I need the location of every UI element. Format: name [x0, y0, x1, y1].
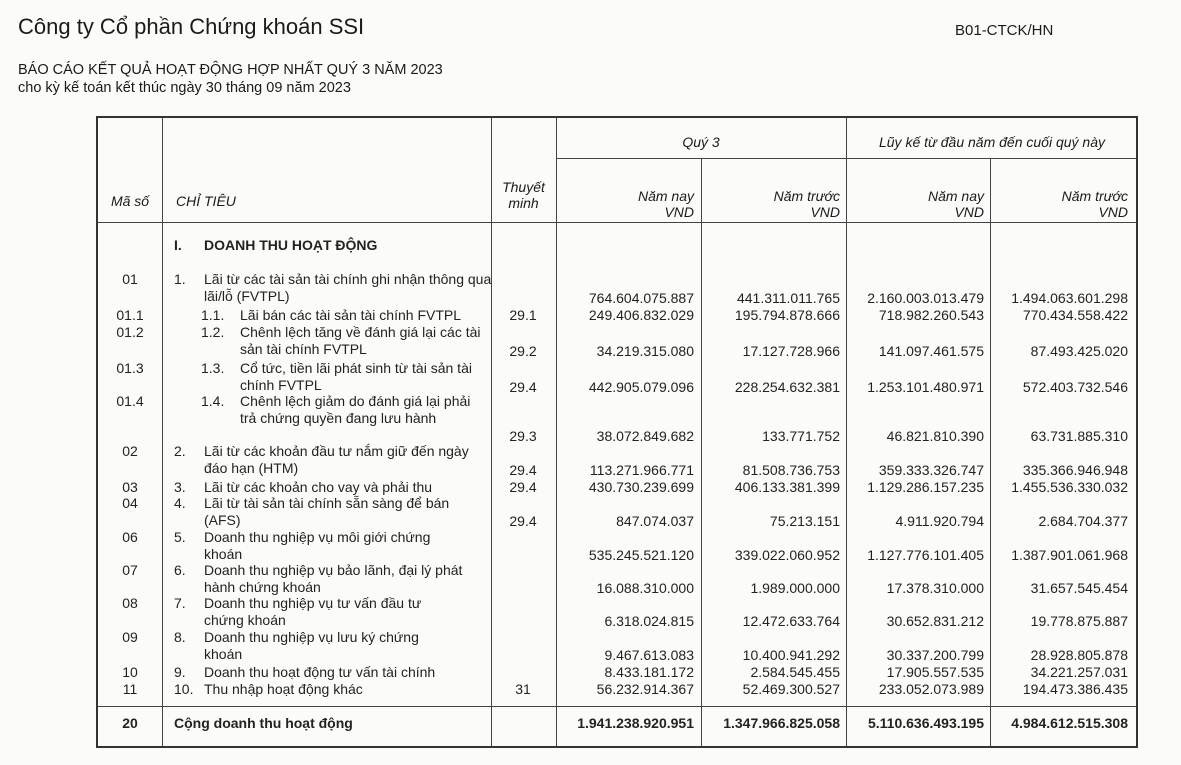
row-code: 06 [122, 529, 138, 545]
value-ytd-prev-year: 194.473.386.435 [1022, 681, 1128, 697]
value-ytd-this-year: 1.253.101.480.971 [867, 379, 984, 395]
value-ytd-prev-year: 34.221.257.031 [1030, 664, 1128, 680]
value-ytd-this-year: 718.982.260.543 [878, 307, 984, 323]
row-note: 31 [515, 681, 531, 697]
value-q3-this-year: 9.467.613.083 [604, 647, 694, 663]
value-q3-this-year: 442.905.079.096 [588, 379, 694, 395]
col-header-nam-nay: Năm nay [927, 188, 984, 204]
row-number: 8. [174, 629, 186, 645]
value-q3-this-year: 8.433.181.172 [604, 664, 694, 680]
row-label: Chênh lệch giảm do đánh giá lại phải trả chứng quyền đang lưu hành [240, 393, 471, 426]
row-note: 29.4 [509, 462, 537, 478]
value-q3-prev-year: 2.584.545.455 [750, 664, 840, 680]
row-number: 7. [174, 595, 186, 611]
value-q3-this-year: 34.219.315.080 [596, 343, 694, 359]
col-header-unit: VND [1098, 204, 1128, 220]
total-q3-this-year: 1.941.238.920.951 [577, 715, 694, 731]
value-ytd-this-year: 30.652.831.212 [886, 613, 984, 629]
value-q3-prev-year: 406.133.381.399 [734, 479, 840, 495]
row-number: 1.1. [201, 307, 225, 323]
income-statement-table [96, 116, 1138, 748]
value-q3-this-year: 847.074.037 [616, 513, 694, 529]
value-ytd-this-year: 17.378.310.000 [886, 580, 984, 596]
value-ytd-this-year: 30.337.200.799 [886, 647, 984, 663]
row-label: Lãi từ tài sản tài chính sẵn sàng để bán (AFS) [204, 495, 450, 528]
value-ytd-prev-year: 28.928.805.878 [1030, 647, 1128, 663]
value-q3-this-year: 764.604.075.887 [588, 290, 694, 306]
row-code: 04 [122, 495, 138, 511]
row-code: 01.3 [116, 360, 144, 376]
value-ytd-prev-year: 2.684.704.377 [1038, 513, 1128, 529]
value-q3-this-year: 38.072.849.682 [596, 428, 694, 444]
value-q3-prev-year: 52.469.300.527 [742, 681, 840, 697]
row-label: Lãi từ các tài sản tài chính ghi nhận thông qua lãi/lỗ (FVTPL) [204, 271, 492, 304]
col-header-nam-nay: Năm nay [637, 188, 694, 204]
row-number: 2. [174, 443, 186, 459]
row-label: Doanh thu nghiệp vụ bảo lãnh, đại lý phát hành chứng khoán [204, 562, 463, 595]
value-ytd-prev-year: 1.455.536.330.032 [1011, 479, 1128, 495]
value-ytd-prev-year: 1.494.063.601.298 [1011, 290, 1128, 306]
value-ytd-this-year: 17.905.557.535 [886, 664, 984, 680]
report-title: BÁO CÁO KẾT QUẢ HOẠT ĐỘNG HỢP NHẤT QUÝ 3 NĂM 2023 [18, 62, 443, 78]
row-note: 29.3 [509, 428, 537, 444]
row-code: 01.4 [116, 393, 144, 409]
row-number: 4. [174, 495, 186, 511]
value-q3-this-year: 249.406.832.029 [588, 307, 694, 323]
row-note: 29.4 [509, 513, 537, 529]
value-ytd-this-year: 2.160.003.013.479 [867, 290, 984, 306]
value-q3-prev-year: 228.254.632.381 [734, 379, 840, 395]
row-code: 09 [122, 629, 138, 645]
col-header-chi-tieu: CHỈ TIÊU [176, 193, 236, 209]
row-note: 29.1 [509, 307, 537, 323]
total-q3-prev-year: 1.347.966.825.058 [723, 715, 840, 731]
col-header-nam-truoc: Năm trước [1061, 188, 1128, 204]
row-code: 11 [122, 681, 138, 697]
value-q3-prev-year: 339.022.060.952 [734, 547, 840, 563]
row-code: 01 [122, 271, 138, 287]
col-divider [556, 118, 557, 746]
row-code: 08 [122, 595, 138, 611]
col-header-unit: VND [954, 204, 984, 220]
value-ytd-prev-year: 770.434.558.422 [1022, 307, 1128, 323]
col-header-luy-ke: Lũy kế từ đầu năm đến cuối quý này [878, 134, 1106, 150]
total-top-line [98, 706, 1136, 707]
value-q3-prev-year: 1.989.000.000 [750, 580, 840, 596]
value-ytd-this-year: 359.333.326.747 [878, 462, 984, 478]
col-header-unit: VND [810, 204, 840, 220]
row-label: Doanh thu nghiệp vụ môi giới chứng khoán [204, 529, 431, 562]
row-number: 3. [174, 479, 186, 495]
row-note: 29.4 [509, 379, 537, 395]
value-q3-this-year: 113.271.966.771 [589, 462, 694, 478]
value-q3-this-year: 430.730.239.699 [588, 479, 694, 495]
value-ytd-this-year: 4.911.920.794 [895, 513, 984, 529]
row-label: Lãi từ các khoản đầu tư nắm giữ đến ngày đáo hạn (HTM) [204, 443, 469, 476]
row-code: 01.2 [116, 324, 144, 340]
value-ytd-prev-year: 572.403.732.546 [1022, 379, 1128, 395]
value-q3-prev-year: 133.771.752 [762, 428, 840, 444]
row-number: 1.2. [201, 324, 225, 340]
total-ytd-this-year: 5.110.636.493.195 [867, 715, 984, 731]
value-ytd-this-year: 141.097.461.575 [878, 343, 984, 359]
value-ytd-prev-year: 19.778.875.887 [1030, 613, 1128, 629]
value-q3-this-year: 6.318.024.815 [604, 613, 694, 629]
row-number: 9. [174, 664, 186, 680]
col-header-minh: minh [508, 195, 539, 211]
value-ytd-prev-year: 87.493.425.020 [1030, 343, 1128, 359]
col-header-nam-truoc: Năm trước [773, 188, 840, 204]
row-number: 1. [174, 271, 186, 287]
col-header-thuyet: Thuyết [502, 179, 545, 195]
value-q3-this-year: 16.088.310.000 [596, 580, 694, 596]
row-code: 01.1 [116, 307, 144, 323]
row-label: Doanh thu nghiệp vụ lưu ký chứng khoán [204, 629, 419, 662]
row-number: 10. [174, 681, 194, 697]
row-code: 02 [122, 443, 138, 459]
row-number: 6. [174, 562, 186, 578]
header-divider [556, 158, 1136, 159]
section-title: DOANH THU HOẠT ĐỘNG [204, 237, 378, 253]
row-code: 20 [122, 715, 138, 731]
row-number: 1.3. [201, 360, 225, 376]
form-code: B01-CTCK/HN [955, 22, 1054, 39]
row-code: 10 [122, 664, 138, 680]
total-label: Cộng doanh thu hoạt động [174, 715, 353, 731]
row-number: 1.4. [201, 393, 225, 409]
report-subtitle: cho kỳ kế toán kết thúc ngày 30 tháng 09 năm 2023 [18, 80, 351, 96]
company-name: Công ty Cổ phần Chứng khoán SSI [18, 14, 365, 39]
col-header-ma-so: Mã số [110, 193, 150, 209]
row-label: Lãi bán các tài sản tài chính FVTPL [240, 307, 462, 323]
value-ytd-this-year: 1.129.286.157.235 [867, 479, 984, 495]
value-q3-prev-year: 195.794.878.666 [734, 307, 840, 323]
value-q3-prev-year: 10.400.941.292 [742, 647, 840, 663]
value-ytd-this-year: 233.052.073.989 [878, 681, 984, 697]
row-code: 07 [122, 562, 138, 578]
value-q3-this-year: 56.232.914.367 [596, 681, 694, 697]
row-code: 03 [122, 479, 138, 495]
value-ytd-this-year: 1.127.776.101.405 [867, 547, 984, 563]
row-label: Doanh thu nghiệp vụ tư vấn đầu tư chứng khoán [204, 595, 422, 628]
value-ytd-prev-year: 1.387.901.061.968 [1011, 547, 1128, 563]
value-q3-prev-year: 12.472.633.764 [742, 613, 840, 629]
row-label: Chênh lệch tăng về đánh giá lại các tài sản tài chính FVTPL [240, 324, 481, 357]
value-q3-prev-year: 17.127.728.966 [742, 343, 840, 359]
value-q3-prev-year: 81.508.736.753 [742, 462, 840, 478]
row-number: 5. [174, 529, 186, 545]
section-number: I. [174, 237, 182, 253]
row-label: Cổ tức, tiền lãi phát sinh từ tài sản tài chính FVTPL [240, 360, 472, 393]
value-q3-prev-year: 75.213.151 [769, 513, 840, 529]
value-ytd-prev-year: 335.366.946.948 [1022, 462, 1128, 478]
col-header-quy3: Quý 3 [682, 134, 720, 150]
row-label: Doanh thu hoạt động tư vấn tài chính [204, 664, 436, 680]
row-label: Thu nhập hoạt động khác [204, 681, 363, 697]
value-ytd-prev-year: 63.731.885.310 [1030, 428, 1128, 444]
total-ytd-prev-year: 4.984.612.515.308 [1011, 715, 1128, 731]
value-q3-this-year: 535.245.521.120 [588, 547, 694, 563]
col-divider [162, 118, 163, 746]
row-note: 29.2 [509, 343, 537, 359]
header-bottom-line [98, 222, 1136, 223]
value-ytd-prev-year: 31.657.545.454 [1030, 580, 1128, 596]
row-note: 29.4 [509, 479, 537, 495]
col-header-unit: VND [664, 204, 694, 220]
row-label: Lãi từ các khoản cho vay và phải thu [204, 479, 433, 495]
value-ytd-this-year: 46.821.810.390 [886, 428, 984, 444]
value-q3-prev-year: 441.311.011.765 [736, 290, 840, 306]
